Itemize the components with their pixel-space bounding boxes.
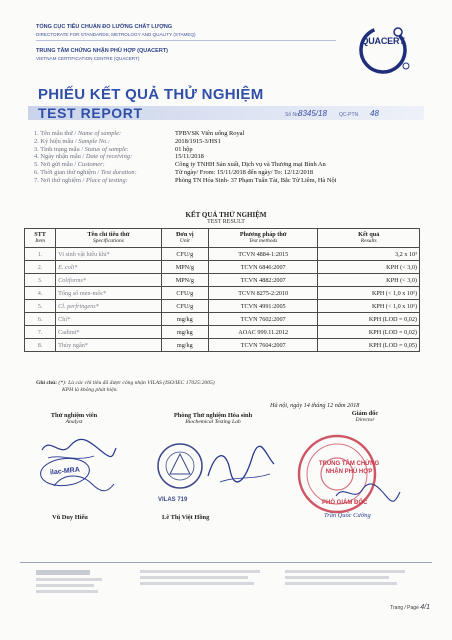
issue-date: Hà nội, ngày 14 tháng 12 năm 2018 — [270, 402, 360, 409]
org-header — [36, 24, 196, 38]
header-divider — [36, 40, 336, 41]
info-label-en: Place of testing: — [85, 176, 128, 184]
report-title-en: TEST REPORT — [38, 105, 143, 121]
header-method: Phương pháp thử Test methods — [208, 229, 318, 248]
lab-head-name: Lê Thị Việt Hồng — [162, 514, 210, 521]
centre-header — [36, 48, 168, 62]
table-row: 2. E. coli* MPN/g TCVN 6846:2007 KPH (< 3,0) — [25, 261, 420, 274]
info-value: Công ty TNHH Sản xuất, Dịch vụ và Thương mại Bình An — [175, 161, 326, 169]
report-no-value: 8345/18 — [298, 109, 327, 118]
tester-title: Thử nghiệm viên Analyst — [50, 412, 98, 425]
info-value: 01 hộp — [175, 145, 193, 153]
report-no-label: Số No. — [285, 112, 301, 118]
page-value: 4/1 — [420, 604, 430, 611]
table-header-row — [25, 229, 420, 248]
info-label: 3. Tình trạng mẫu / — [34, 145, 85, 153]
qc-label: QC-PTN — [339, 112, 359, 118]
header-stt: STT Item — [25, 229, 56, 248]
info-row — [34, 177, 424, 185]
footer-divider — [20, 562, 432, 563]
director-name: Trần Quốc Cường — [324, 512, 371, 519]
info-label-en: Test duration: — [100, 168, 137, 176]
info-label: 4. Ngày nhận mẫu / — [34, 153, 86, 161]
info-value: 15/11/2018 — [175, 153, 204, 161]
tester-name: Vũ Duy Hiếu — [52, 514, 88, 521]
org-name-en: DIRECTORATE FOR STANDARDS, METROLOGY AND QUALITY (STAMEQ) — [36, 32, 196, 37]
table-row: 4. Tổng số men-mốc* CFU/g TCVN 8275-2:2010 KPH (< 1,0 x 10¹) — [25, 287, 420, 300]
footer-note-1 — [140, 570, 260, 585]
director-role: PHÓ GIÁM ĐỐC — [322, 500, 368, 506]
report-title-vn: PHIẾU KẾT QUẢ THỬ NGHIỆM — [38, 86, 264, 103]
table-row: 1. Vi sinh vật hiếu khí* CFU/g TCVN 4884-1:2015 3,2 x 10³ — [25, 248, 420, 261]
table-row: 3. Coliforms* MPN/g TCVN 4882:2007 KPH (< 3,0) — [25, 274, 420, 287]
header-unit: Đơn vị Unit — [161, 229, 208, 248]
info-label-en: Customer: — [77, 161, 105, 169]
table-row: 7. Cadimi* mg/kg AOAC 999.11.2012 KPH (LOD = 0,02) — [25, 326, 420, 339]
info-value: 2018/1915-3/HS1 — [175, 137, 221, 145]
header-spec: Tên chỉ tiêu thử Specifications — [56, 229, 162, 248]
info-row — [34, 153, 424, 161]
results-table — [24, 228, 420, 352]
info-label: 5. Nơi gửi mẫu / — [34, 161, 78, 169]
info-row — [34, 169, 424, 177]
info-row — [34, 138, 424, 146]
info-label: 1. Tên mẫu thử / — [34, 130, 78, 137]
results-subtitle: TEST RESULT — [207, 219, 245, 225]
table-row: 6. Chì* mg/kg TCVN 7602:2007 KPH (LOD = 0,02) — [25, 313, 420, 326]
info-value: TPBVSK Viên uống Royal — [175, 130, 245, 137]
notes-line-2: KPH là không phát hiện. — [62, 387, 118, 393]
notes-label: Ghi chú: — [36, 380, 57, 386]
ilac-mra-text: ilac-MRA — [49, 466, 81, 477]
header-result: Kết quả Results — [318, 229, 420, 248]
sample-info — [34, 130, 424, 185]
footer-contact — [36, 570, 102, 593]
info-label: 7. Nơi thử nghiệm / — [34, 176, 86, 184]
lab-signature-image — [200, 440, 280, 490]
quacert-logo — [352, 22, 414, 76]
table-row: 5. Cl. perfringens* CFU/g TCVN 4991:2005 KPH (< 1,0 x 10¹) — [25, 300, 420, 313]
table-row: 8. Thủy ngân* mg/kg TCVN 7604:2007 KPH (LOD = 0,05) — [25, 339, 420, 352]
notes-line-1: (*): Là các chỉ tiêu đã được công nhận VILAS (ISO/IEC 17025:2005) — [58, 380, 215, 386]
centre-stamp-text: TRUNG TÂM CHỨNG NHẬN PHÙ HỢP — [318, 461, 380, 475]
page-number — [390, 604, 430, 611]
director-title: Giám đốc Director — [351, 410, 379, 423]
info-value: Từ ngày/ From: 15/11/2018 đến ngày/ To: 12/12/2018 — [175, 168, 314, 176]
info-label-en: Date of receiving: — [85, 153, 133, 161]
info-label-en: Status of sample: — [84, 145, 129, 153]
footer-note-2 — [285, 570, 405, 585]
info-label-en: Sample No.: — [78, 137, 110, 145]
info-row — [34, 161, 424, 169]
info-label: 2. Ký hiệu mẫu / — [34, 137, 79, 145]
info-row — [34, 146, 424, 154]
lab-title: Phòng Thử nghiệm Hóa sinh Biochemical Testing Lab — [173, 412, 253, 425]
org-name: TỔNG CỤC TIÊU CHUẨN ĐO LƯỜNG CHẤT LƯỢNG — [36, 24, 173, 30]
quacert-logo-text: QUACERT — [361, 36, 405, 46]
vilas-label: VILAS 719 — [158, 497, 188, 503]
info-label-en: Name of sample: — [77, 130, 122, 137]
notes — [36, 380, 215, 394]
info-label: 6. Thời gian thử nghiệm / — [34, 168, 101, 176]
qc-value: 48 — [370, 109, 379, 118]
results-title: KẾT QUẢ THỬ NGHIỆM — [185, 211, 267, 219]
director-signature-image — [332, 482, 402, 504]
centre-name-en: VIETNAM CERTIFICATION CENTRE (QUACERT) — [36, 56, 140, 61]
centre-name: TRUNG TÂM CHỨNG NHẬN PHÙ HỢP (QUACERT) — [36, 48, 168, 54]
page-label: Trang / Page — [390, 605, 419, 611]
info-value: Phòng TN Hóa Sinh- 37 Phạm Tuấn Tài, Bắc Từ Liêm, Hà Nội — [175, 176, 337, 184]
info-row — [34, 130, 424, 138]
